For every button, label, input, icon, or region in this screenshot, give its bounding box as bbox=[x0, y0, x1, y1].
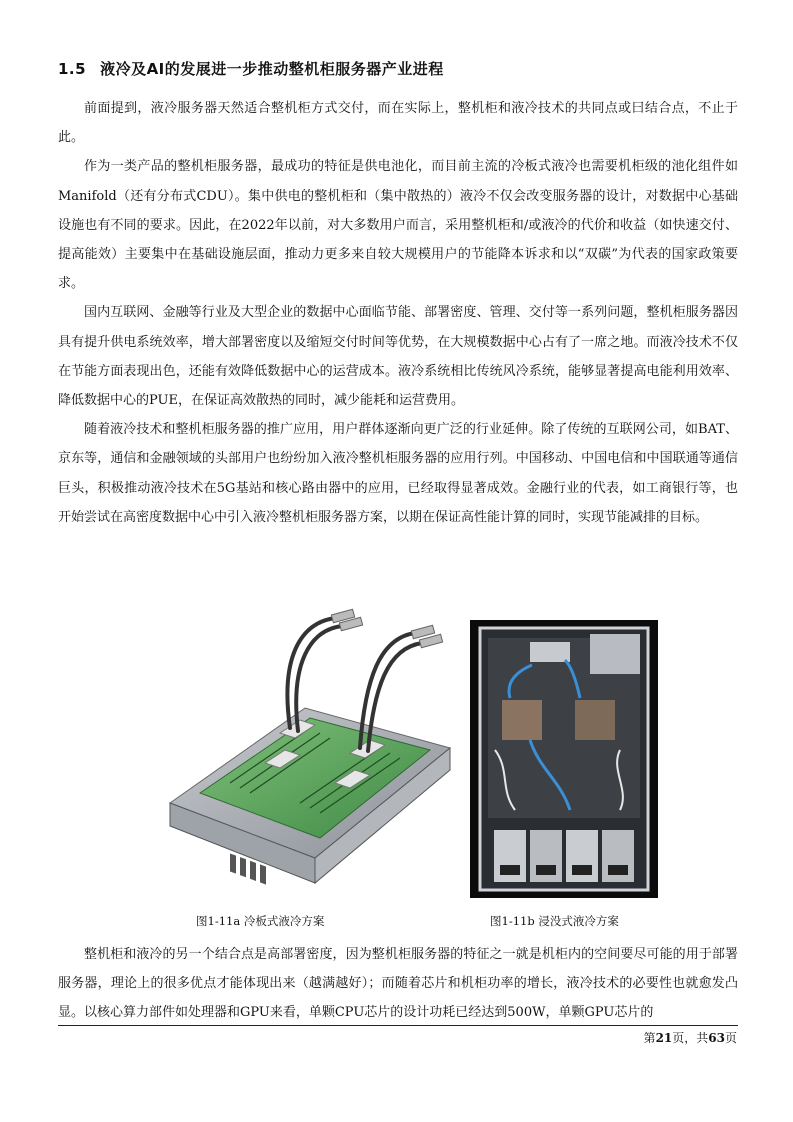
figure-cold-plate-image bbox=[160, 598, 460, 898]
body-text bbox=[58, 94, 738, 532]
section-number: 1.5 bbox=[58, 60, 87, 78]
paragraph-1: 前面提到，液冷服务器天然适合整机柜方式交付，而在实际上，整机柜和液冷技术的共同点或曰结合点，不止于此。 bbox=[58, 101, 738, 146]
paragraph-4: 随着液冷技术和整机柜服务器的推广应用，用户群体逐渐向更广泛的行业延伸。除了传统的互联网公司，如BAT、京东等，通信和金融领域的头部用户也纷纷加入液冷整机柜服务器的应用行列。中国移动、中国电信和中国联通等通信巨头，积极推动液冷技术在5G基站和核心路由器中的应用，已经取得显著成效。金融行业的代表，如工商银行等，也开始尝试在高密度数据中心中引入液冷整机柜服务器方案，以期在保证高性能计算的同时，实现节能减排的目标。 bbox=[58, 422, 738, 525]
paragraph-2: 作为一类产品的整机柜服务器，最成功的特征是供电池化，而目前主流的冷板式液冷也需要机柜级的池化组件如Manifold（还有分布式CDU）。集中供电的整机柜和（集中散热的）液冷不仅会改变服务器的设计，对数据中心基础设施也有不同的要求。因此，在2022年以前，对大多数用户而言，采用整机柜和/或液冷的代价和收益（如快速交付、提高能效）主要集中在基础设施层面，推动力更多来自较大规模用户的节能降本诉求和以“双碳”为代表的国家政策要求。 bbox=[58, 159, 738, 292]
section-heading bbox=[58, 58, 444, 79]
footer-rule bbox=[58, 1025, 738, 1026]
footer-suffix: 页 bbox=[724, 1031, 737, 1045]
total-pages: 63 bbox=[708, 1031, 725, 1045]
section-title: 液冷及AI的发展进一步推动整机柜服务器产业进程 bbox=[100, 60, 444, 78]
footer-middle: 页，共 bbox=[672, 1031, 709, 1045]
body-text-continued bbox=[58, 940, 738, 1028]
paragraph-3: 国内互联网、金融等行业及大型企业的数据中心面临节能、部署密度、管理、交付等一系列问题，整机柜服务器因具有提升供电系统效率，增大部署密度以及缩短交付时间等优势，在大规模数据中心占有了一席之地。而液冷技术不仅在节能方面表现出色，还能有效降低数据中心的运营成本。液冷系统相比传统风冷系统，能够显著提高电能利用效率、降低数据中心的PUE，在保证高效散热的同时，减少能耗和运营费用。 bbox=[58, 305, 738, 409]
figure-a-caption: 图1-11a 冷板式液冷方案 bbox=[196, 914, 325, 928]
figure-b-caption: 图1-11b 浸没式液冷方案 bbox=[490, 914, 619, 928]
current-page-number: 21 bbox=[655, 1031, 673, 1045]
figure-immersion-image bbox=[470, 620, 658, 898]
paragraph-5: 整机柜和液冷的另一个结合点是高部署密度，因为整机柜服务器的特征之一就是机柜内的空间要尽可能的用于部署服务器，理论上的很多优点才能体现出来（越满越好）；而随着芯片和机柜功率的增长，液冷技术的必要性也就愈发凸显。以核心算力部件如处理器和GPU来看，单颗CPU芯片的设计功耗已经达到500W，单颗GPU芯片的 bbox=[58, 947, 738, 1021]
page-footer bbox=[644, 1029, 737, 1046]
footer-prefix: 第 bbox=[643, 1031, 656, 1045]
